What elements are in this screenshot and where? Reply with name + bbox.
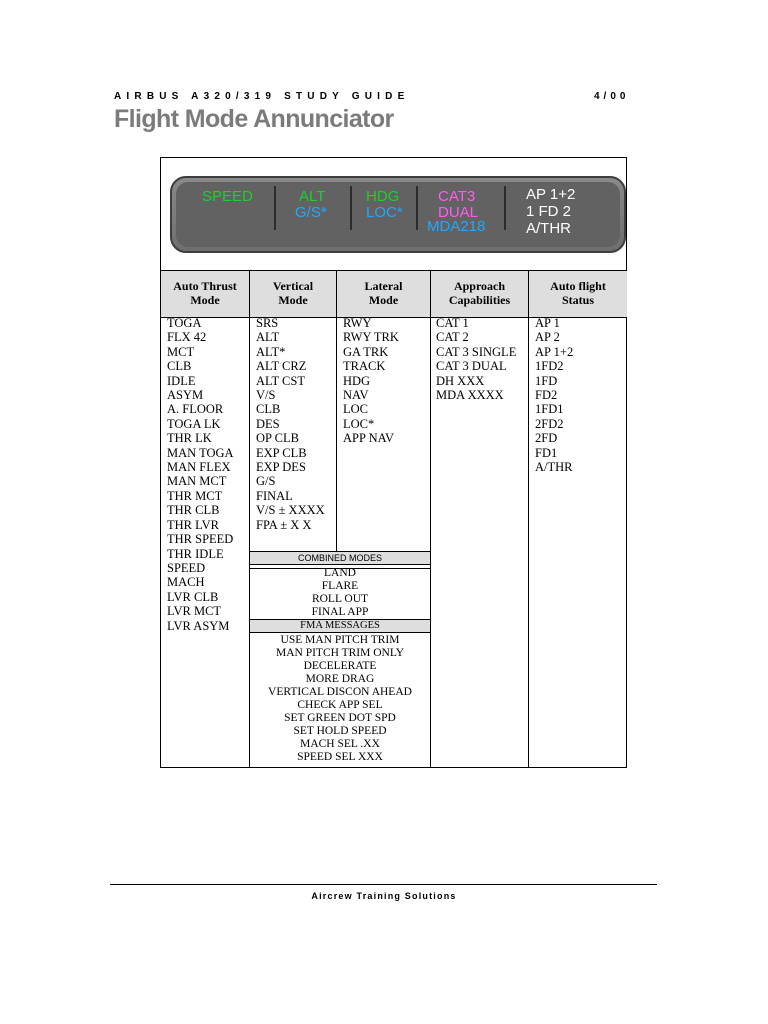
fma-messages-band: FMA MESSAGES	[250, 619, 430, 633]
approach-list	[436, 316, 516, 402]
list-item: THR LVR	[167, 517, 219, 532]
list-item: DECELERATE	[303, 660, 377, 672]
list-item: CAT 3 DUAL	[436, 359, 507, 374]
list-item: LVR MCT	[167, 604, 222, 619]
list-item: MAN MCT	[167, 474, 227, 489]
list-item: FINAL APP	[311, 606, 369, 618]
list-item: THR SPEED	[167, 532, 234, 547]
list-item: MDA XXXX	[436, 388, 504, 403]
list-item: A/THR	[535, 460, 573, 475]
list-item: ASYM	[167, 388, 204, 403]
header-autoflight: Auto flight Status	[550, 279, 606, 307]
list-item: FD2	[535, 388, 558, 403]
guide-header: AIRBUS A320/319 STUDY GUIDE	[114, 91, 410, 102]
list-item: TOGA LK	[167, 416, 221, 431]
list-item: ROLL OUT	[311, 593, 369, 605]
list-item: MACH	[167, 575, 205, 590]
list-item: MAN FLEX	[167, 460, 231, 475]
fma-separator	[504, 186, 506, 230]
list-item: RWY	[343, 316, 372, 330]
list-item: THR IDLE	[167, 546, 224, 561]
list-item: AP 2	[535, 330, 560, 345]
list-item: CHECK APP SEL	[297, 699, 383, 711]
list-item: CAT 1	[436, 316, 469, 330]
header-lateral: Lateral Mode	[364, 279, 403, 307]
list-item: FINAL	[256, 488, 293, 503]
list-item: VERTICAL DISCON AHEAD	[268, 686, 412, 698]
list-item: TOGA	[167, 316, 202, 330]
list-item: DH XXX	[436, 373, 485, 388]
lateral-list	[343, 316, 399, 446]
list-item: HDG	[343, 373, 371, 388]
list-item: MCT	[167, 344, 195, 359]
list-item: LVR ASYM	[167, 618, 230, 633]
list-item: SET HOLD SPEED	[293, 725, 387, 737]
list-item: CAT 3 SINGLE	[436, 344, 517, 359]
list-item: NAV	[343, 388, 369, 403]
list-item: 1FD	[535, 373, 558, 388]
list-item: LVR CLB	[167, 589, 219, 604]
autoflight-list	[535, 316, 573, 474]
list-item: OP CLB	[256, 431, 299, 446]
list-item: GA TRK	[343, 344, 389, 359]
list-item: 1FD2	[535, 359, 564, 374]
list-item: A. FLOOR	[167, 402, 224, 417]
list-item: 1FD1	[535, 402, 564, 417]
list-item: USE MAN PITCH TRIM	[280, 634, 400, 646]
list-item: IDLE	[167, 373, 196, 388]
list-item: AP 1	[535, 316, 560, 330]
fma-ap: AP 1+2	[526, 186, 576, 203]
list-item: FLX 42	[167, 330, 207, 345]
grid-line	[336, 270, 337, 551]
fma-athr: A/THR	[526, 220, 571, 237]
list-item: LOC	[343, 402, 368, 417]
list-item: SET GREEN DOT SPD	[284, 712, 396, 724]
list-item: V/S	[256, 388, 276, 403]
fma-messages-list	[250, 634, 430, 764]
list-item: EXP DES	[256, 460, 306, 475]
list-item: MORE DRAG	[305, 673, 375, 685]
page-title: Flight Mode Annunciator	[114, 105, 394, 133]
list-item: CLB	[256, 402, 281, 417]
header-vertical: Vertical Mode	[272, 279, 314, 307]
fma-gs: G/S*	[295, 204, 327, 221]
list-item: ALT	[256, 330, 280, 345]
list-item: G/S	[256, 474, 276, 489]
list-item: FD1	[535, 445, 558, 460]
fma-mda: MDA218	[427, 218, 486, 235]
list-item: ALT CRZ	[256, 359, 307, 374]
fma-speed: SPEED	[202, 188, 253, 205]
list-item: CAT 2	[436, 330, 469, 345]
list-item: MAN PITCH TRIM ONLY	[275, 647, 405, 659]
combined-modes-band: COMBINED MODES	[250, 551, 430, 565]
list-item: ALT CST	[256, 373, 305, 388]
grid-line	[528, 270, 529, 768]
list-item: THR LK	[167, 431, 212, 446]
vertical-list	[256, 316, 325, 532]
footer-text: Aircrew Training Solutions	[311, 891, 457, 901]
list-item: FLARE	[321, 580, 359, 592]
list-item: EXP CLB	[256, 445, 307, 460]
fma-loc: LOC*	[366, 204, 403, 221]
list-item: FPA ± X X	[256, 517, 312, 532]
fma-dual: DUAL	[438, 204, 479, 221]
list-item: LAND	[324, 567, 356, 579]
list-item: SRS	[256, 316, 279, 330]
header-approach: Approach Capabilities	[448, 279, 511, 307]
fma-separator	[416, 186, 418, 230]
combined-modes-list	[250, 567, 430, 619]
list-item: DES	[256, 416, 280, 431]
auto-thrust-list	[167, 316, 234, 633]
list-item: MACH SEL .XX	[300, 738, 380, 750]
fma-separator	[350, 186, 352, 230]
fma-alt: ALT	[299, 188, 326, 205]
list-item: AP 1+2	[535, 344, 574, 359]
list-item: APP NAV	[343, 431, 395, 446]
date-header: 4/00	[594, 91, 630, 102]
header-auto-thrust: Auto Thrust Mode	[173, 279, 237, 307]
list-item: ALT*	[256, 344, 286, 359]
list-item: V/S ± XXXX	[256, 503, 325, 518]
footer-divider	[110, 884, 657, 885]
list-item: RWY TRK	[343, 330, 399, 345]
fma-hdg: HDG	[366, 188, 400, 205]
list-item: TRACK	[343, 359, 386, 374]
fma-separator	[274, 186, 276, 230]
list-item: 2FD	[535, 431, 558, 446]
list-item: THR CLB	[167, 503, 220, 518]
grid-line	[430, 270, 431, 768]
fma-fd: 1 FD 2	[526, 203, 572, 220]
list-item: SPEED	[167, 560, 206, 575]
list-item: MAN TOGA	[167, 445, 234, 460]
list-item: SPEED SEL XXX	[297, 751, 383, 763]
list-item: THR MCT	[167, 488, 223, 503]
list-item: CLB	[167, 359, 192, 374]
list-item: LOC*	[343, 416, 375, 431]
fma-cat3: CAT3	[438, 188, 476, 205]
list-item: 2FD2	[535, 416, 564, 431]
